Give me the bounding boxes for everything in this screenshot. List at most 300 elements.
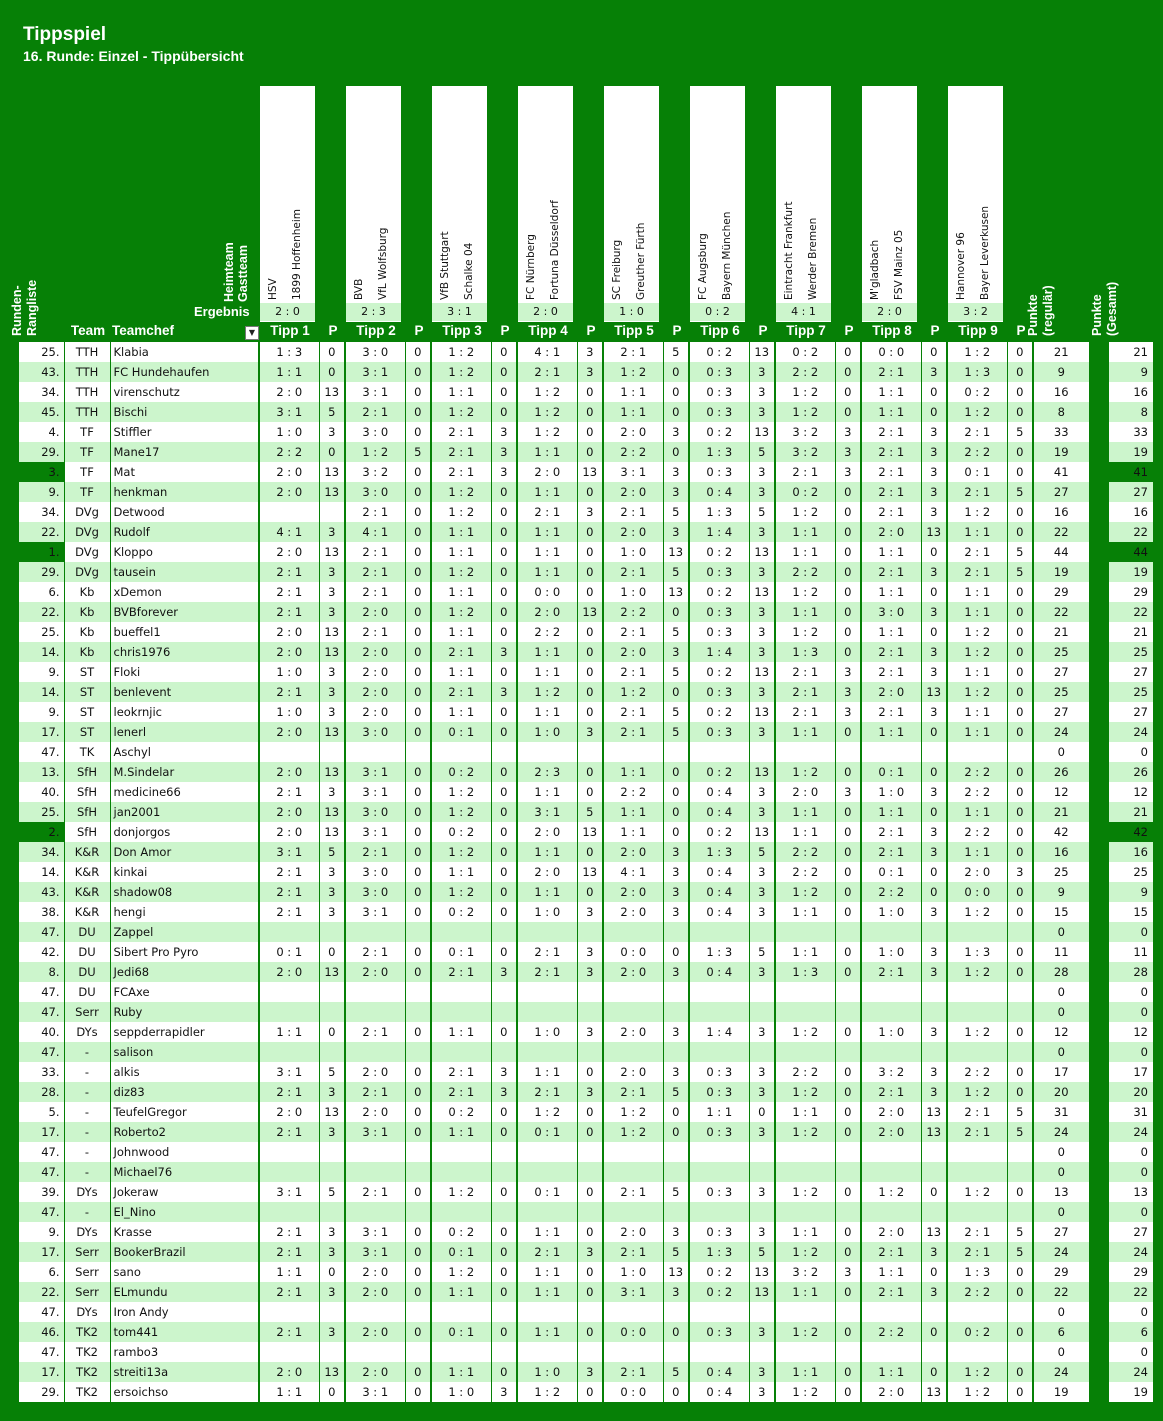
points-cell[interactable] — [749, 742, 775, 762]
points-cell[interactable]: 3 — [749, 1362, 775, 1382]
tipp-cell[interactable] — [689, 1162, 749, 1182]
tipp-cell[interactable]: 2 : 0 — [603, 422, 663, 442]
punkte-gesamt-cell[interactable]: 27 — [1109, 482, 1153, 502]
tipp-cell[interactable]: 1 : 3 — [947, 362, 1007, 382]
points-cell[interactable]: 3 — [749, 1082, 775, 1102]
points-cell[interactable]: 3 — [319, 522, 345, 542]
tipp-cell[interactable]: 2 : 0 — [603, 1062, 663, 1082]
points-cell[interactable]: 0 — [835, 1122, 861, 1142]
rank-cell[interactable]: 47. — [19, 742, 64, 762]
tipp-cell[interactable]: 2 : 1 — [775, 702, 835, 722]
punkte-regulaer-cell[interactable]: 0 — [1033, 922, 1089, 942]
teamchef-cell[interactable]: Ruby — [110, 1002, 259, 1022]
points-cell[interactable]: 3 — [921, 1282, 947, 1302]
team-cell[interactable]: ST — [64, 722, 110, 742]
points-cell[interactable]: 0 — [835, 642, 861, 662]
points-cell[interactable]: 3 — [577, 962, 603, 982]
tipp-cell[interactable] — [861, 1042, 921, 1062]
points-cell[interactable] — [921, 1202, 947, 1222]
tipp-cell[interactable] — [689, 1302, 749, 1322]
points-cell[interactable]: 13 — [749, 702, 775, 722]
tipp-cell[interactable]: 2 : 0 — [259, 482, 319, 502]
tipp-cell[interactable]: 2 : 0 — [259, 962, 319, 982]
points-cell[interactable]: 0 — [491, 1282, 517, 1302]
points-cell[interactable]: 0 — [835, 862, 861, 882]
team-cell[interactable]: TTH — [64, 402, 110, 422]
tipp-cell[interactable]: 2 : 0 — [603, 1022, 663, 1042]
rank-cell[interactable]: 5. — [19, 1102, 64, 1122]
punkte-regulaer-cell[interactable]: 25 — [1033, 642, 1089, 662]
punkte-gesamt-cell[interactable]: 19 — [1109, 1382, 1153, 1402]
tipp-cell[interactable]: 1 : 2 — [431, 602, 491, 622]
points-cell[interactable]: 0 — [835, 1362, 861, 1382]
tipp-cell[interactable]: 1 : 2 — [775, 1382, 835, 1402]
punkte-gesamt-cell[interactable]: 6 — [1109, 1322, 1153, 1342]
tipp-cell[interactable] — [431, 1302, 491, 1322]
points-cell[interactable]: 0 — [405, 422, 431, 442]
points-cell[interactable]: 0 — [405, 602, 431, 622]
tipp-cell[interactable]: 3 : 1 — [345, 822, 405, 842]
points-cell[interactable]: 0 — [405, 682, 431, 702]
tipp-cell[interactable]: 1 : 0 — [861, 902, 921, 922]
teamchef-cell[interactable]: diz83 — [110, 1082, 259, 1102]
points-cell[interactable]: 5 — [663, 1362, 689, 1382]
points-cell[interactable]: 0 — [491, 862, 517, 882]
points-cell[interactable]: 0 — [577, 1322, 603, 1342]
tipp-cell[interactable] — [689, 1042, 749, 1062]
points-cell[interactable]: 0 — [491, 722, 517, 742]
tipp-cell[interactable]: 2 : 1 — [345, 402, 405, 422]
tipp-cell[interactable]: 2 : 1 — [775, 662, 835, 682]
teamchef-cell[interactable]: virenschutz — [110, 382, 259, 402]
points-cell[interactable] — [491, 1302, 517, 1322]
tipp-cell[interactable]: 0 : 1 — [431, 722, 491, 742]
tipp-cell[interactable]: 1 : 0 — [603, 542, 663, 562]
tipp-cell[interactable]: 2 : 3 — [517, 762, 577, 782]
tipp-cell[interactable]: 1 : 2 — [775, 622, 835, 642]
tipp-cell[interactable]: 1 : 1 — [603, 802, 663, 822]
rank-cell[interactable]: 40. — [19, 1022, 64, 1042]
points-cell[interactable]: 0 — [921, 862, 947, 882]
punkte-gesamt-cell[interactable]: 41 — [1109, 462, 1153, 482]
points-cell[interactable]: 5 — [319, 842, 345, 862]
tipp-cell[interactable] — [517, 1162, 577, 1182]
tipp-cell[interactable]: 2 : 0 — [345, 1322, 405, 1342]
rank-cell[interactable]: 9. — [19, 482, 64, 502]
teamchef-cell[interactable]: Johnwood — [110, 1142, 259, 1162]
points-cell[interactable]: 3 — [577, 1082, 603, 1102]
points-cell[interactable]: 0 — [1007, 1062, 1033, 1082]
points-cell[interactable]: 5 — [749, 502, 775, 522]
points-cell[interactable]: 0 — [491, 402, 517, 422]
points-cell[interactable]: 3 — [319, 602, 345, 622]
team-cell[interactable]: DU — [64, 962, 110, 982]
filter-dropdown-button[interactable]: ▼ — [245, 326, 259, 340]
points-cell[interactable]: 0 — [491, 522, 517, 542]
tipp-cell[interactable]: 3 : 1 — [517, 802, 577, 822]
points-cell[interactable] — [921, 1142, 947, 1162]
tipp-cell[interactable]: 4 : 1 — [517, 342, 577, 362]
tipp-cell[interactable]: 1 : 2 — [947, 1362, 1007, 1382]
points-cell[interactable] — [663, 742, 689, 762]
tipp-cell[interactable]: 2 : 2 — [603, 782, 663, 802]
tipp-cell[interactable] — [603, 1162, 663, 1182]
points-cell[interactable]: 0 — [405, 1362, 431, 1382]
tipp-cell[interactable]: 2 : 0 — [861, 1122, 921, 1142]
tipp-cell[interactable]: 1 : 1 — [431, 1362, 491, 1382]
points-cell[interactable]: 0 — [835, 802, 861, 822]
tipp-cell[interactable]: 0 : 4 — [689, 882, 749, 902]
points-cell[interactable]: 0 — [405, 822, 431, 842]
tipp-cell[interactable]: 2 : 0 — [517, 602, 577, 622]
tipp-cell[interactable]: 2 : 0 — [259, 462, 319, 482]
points-cell[interactable]: 0 — [491, 382, 517, 402]
rank-cell[interactable]: 47. — [19, 1302, 64, 1322]
points-cell[interactable]: 13 — [577, 822, 603, 842]
points-cell[interactable]: 13 — [921, 682, 947, 702]
tipp-cell[interactable]: 1 : 1 — [775, 942, 835, 962]
points-cell[interactable]: 3 — [749, 1322, 775, 1342]
tipp-cell[interactable] — [947, 1202, 1007, 1222]
tipp-cell[interactable]: 2 : 0 — [861, 682, 921, 702]
points-cell[interactable]: 0 — [835, 1282, 861, 1302]
tipp-cell[interactable]: 2 : 2 — [947, 1282, 1007, 1302]
tipp-cell[interactable]: 1 : 1 — [775, 602, 835, 622]
points-cell[interactable]: 0 — [405, 662, 431, 682]
tipp-cell[interactable]: 2 : 1 — [947, 1222, 1007, 1242]
team-cell[interactable]: Kb — [64, 642, 110, 662]
points-cell[interactable]: 3 — [749, 1222, 775, 1242]
tipp-cell[interactable]: 1 : 1 — [517, 1062, 577, 1082]
tipp-cell[interactable]: 0 : 3 — [689, 362, 749, 382]
tipp-cell[interactable]: 1 : 1 — [431, 582, 491, 602]
points-cell[interactable]: 0 — [1007, 802, 1033, 822]
tipp-cell[interactable] — [431, 982, 491, 1002]
tipp-cell[interactable] — [775, 1302, 835, 1322]
points-cell[interactable]: 0 — [491, 622, 517, 642]
points-cell[interactable]: 3 — [921, 422, 947, 442]
points-cell[interactable]: 3 — [921, 902, 947, 922]
rank-cell[interactable]: 17. — [19, 1122, 64, 1142]
rank-cell[interactable]: 17. — [19, 1362, 64, 1382]
tipp-cell[interactable] — [775, 982, 835, 1002]
team-cell[interactable]: TF — [64, 482, 110, 502]
points-cell[interactable]: 0 — [577, 442, 603, 462]
points-cell[interactable]: 0 — [491, 882, 517, 902]
points-cell[interactable]: 3 — [577, 942, 603, 962]
points-cell[interactable] — [1007, 982, 1033, 1002]
tipp-cell[interactable]: 1 : 1 — [431, 702, 491, 722]
points-cell[interactable]: 3 — [577, 502, 603, 522]
punkte-regulaer-cell[interactable]: 41 — [1033, 462, 1089, 482]
tipp-cell[interactable]: 1 : 1 — [517, 442, 577, 462]
points-cell[interactable]: 0 — [577, 782, 603, 802]
tipp-cell[interactable]: 1 : 1 — [431, 1022, 491, 1042]
tipp-cell[interactable]: 2 : 2 — [947, 762, 1007, 782]
tipp-cell[interactable] — [775, 1202, 835, 1222]
tipp-cell[interactable] — [775, 1342, 835, 1362]
points-cell[interactable] — [577, 982, 603, 1002]
points-cell[interactable]: 3 — [835, 442, 861, 462]
points-cell[interactable]: 0 — [1007, 1282, 1033, 1302]
tipp-cell[interactable]: 1 : 2 — [431, 1182, 491, 1202]
tipp-cell[interactable]: 1 : 1 — [603, 382, 663, 402]
tipp-cell[interactable]: 2 : 1 — [947, 1122, 1007, 1142]
team-cell[interactable]: TF — [64, 442, 110, 462]
punkte-gesamt-cell[interactable]: 0 — [1109, 922, 1153, 942]
teamchef-cell[interactable]: xDemon — [110, 582, 259, 602]
points-cell[interactable]: 0 — [405, 862, 431, 882]
points-cell[interactable] — [749, 1302, 775, 1322]
points-cell[interactable]: 3 — [921, 642, 947, 662]
tipp-cell[interactable]: 0 : 2 — [689, 342, 749, 362]
tipp-cell[interactable] — [947, 1162, 1007, 1182]
rank-cell[interactable]: 29. — [19, 442, 64, 462]
points-cell[interactable]: 5 — [1007, 422, 1033, 442]
team-cell[interactable]: - — [64, 1202, 110, 1222]
tipp-cell[interactable]: 1 : 2 — [431, 342, 491, 362]
tipp-cell[interactable]: 3 : 1 — [345, 1222, 405, 1242]
tipp-cell[interactable]: 1 : 3 — [947, 942, 1007, 962]
tipp-cell[interactable]: 3 : 1 — [259, 842, 319, 862]
tipp-cell[interactable]: 1 : 1 — [861, 722, 921, 742]
punkte-regulaer-cell[interactable]: 19 — [1033, 442, 1089, 462]
points-cell[interactable]: 0 — [835, 842, 861, 862]
tipp-cell[interactable]: 2 : 2 — [947, 822, 1007, 842]
tipp-cell[interactable]: 0 : 2 — [431, 1222, 491, 1242]
points-cell[interactable]: 13 — [319, 962, 345, 982]
tipp-cell[interactable]: 0 : 1 — [259, 942, 319, 962]
points-cell[interactable]: 0 — [1007, 942, 1033, 962]
points-cell[interactable]: 3 — [491, 1382, 517, 1402]
points-cell[interactable]: 0 — [835, 1022, 861, 1042]
tipp-cell[interactable]: 2 : 2 — [603, 442, 663, 462]
points-cell[interactable]: 0 — [1007, 882, 1033, 902]
points-cell[interactable]: 3 — [663, 642, 689, 662]
punkte-gesamt-cell[interactable]: 0 — [1109, 1042, 1153, 1062]
tipp-cell[interactable]: 2 : 2 — [775, 862, 835, 882]
points-cell[interactable]: 13 — [577, 862, 603, 882]
tipp-cell[interactable]: 2 : 1 — [345, 942, 405, 962]
points-cell[interactable]: 3 — [319, 1322, 345, 1342]
tipp-cell[interactable]: 1 : 2 — [431, 402, 491, 422]
tipp-cell[interactable]: 3 : 0 — [345, 482, 405, 502]
tipp-cell[interactable]: 2 : 0 — [345, 1362, 405, 1382]
points-cell[interactable]: 0 — [835, 522, 861, 542]
tipp-cell[interactable]: 1 : 0 — [861, 942, 921, 962]
points-cell[interactable] — [835, 982, 861, 1002]
points-cell[interactable]: 3 — [319, 702, 345, 722]
tipp-cell[interactable]: 2 : 0 — [259, 622, 319, 642]
points-cell[interactable]: 3 — [663, 902, 689, 922]
tipp-cell[interactable]: 2 : 2 — [861, 1322, 921, 1342]
tipp-cell[interactable]: 1 : 1 — [775, 1102, 835, 1122]
tipp-cell[interactable]: 1 : 0 — [517, 722, 577, 742]
rank-cell[interactable]: 17. — [19, 722, 64, 742]
points-cell[interactable] — [405, 742, 431, 762]
points-cell[interactable]: 0 — [835, 942, 861, 962]
points-cell[interactable]: 0 — [491, 1222, 517, 1242]
tipp-cell[interactable]: 0 : 0 — [517, 582, 577, 602]
tipp-cell[interactable]: 3 : 0 — [345, 422, 405, 442]
tipp-cell[interactable]: 1 : 1 — [775, 802, 835, 822]
tipp-cell[interactable]: 1 : 2 — [517, 402, 577, 422]
punkte-regulaer-cell[interactable]: 44 — [1033, 542, 1089, 562]
points-cell[interactable]: 0 — [405, 522, 431, 542]
tipp-cell[interactable]: 2 : 1 — [517, 1082, 577, 1102]
points-cell[interactable] — [1007, 1002, 1033, 1022]
tipp-cell[interactable]: 2 : 1 — [431, 682, 491, 702]
points-cell[interactable]: 0 — [319, 1262, 345, 1282]
tipp-cell[interactable]: 2 : 1 — [861, 1282, 921, 1302]
points-cell[interactable]: 0 — [491, 1182, 517, 1202]
team-cell[interactable]: TTH — [64, 342, 110, 362]
tipp-cell[interactable]: 1 : 2 — [431, 362, 491, 382]
points-cell[interactable]: 0 — [1007, 642, 1033, 662]
tipp-cell[interactable]: 2 : 1 — [259, 882, 319, 902]
tipp-cell[interactable]: 2 : 1 — [431, 1062, 491, 1082]
tipp-cell[interactable]: 2 : 1 — [947, 482, 1007, 502]
points-cell[interactable] — [835, 742, 861, 762]
points-cell[interactable]: 0 — [749, 1102, 775, 1122]
tipp-cell[interactable]: 1 : 1 — [861, 622, 921, 642]
tipp-cell[interactable]: 1 : 2 — [431, 562, 491, 582]
teamchef-cell[interactable]: tom441 — [110, 1322, 259, 1342]
tipp-cell[interactable]: 1 : 2 — [603, 362, 663, 382]
points-cell[interactable]: 0 — [405, 1242, 431, 1262]
teamchef-cell[interactable]: donjorgos — [110, 822, 259, 842]
punkte-gesamt-cell[interactable]: 27 — [1109, 662, 1153, 682]
points-cell[interactable] — [663, 1042, 689, 1062]
rank-cell[interactable]: 28. — [19, 1082, 64, 1102]
punkte-regulaer-cell[interactable]: 13 — [1033, 1182, 1089, 1202]
teamchef-cell[interactable]: Don Amor — [110, 842, 259, 862]
tipp-cell[interactable]: 2 : 1 — [431, 442, 491, 462]
points-cell[interactable]: 0 — [577, 1182, 603, 1202]
points-cell[interactable]: 3 — [1007, 862, 1033, 882]
tipp-cell[interactable]: 3 : 2 — [861, 1062, 921, 1082]
team-cell[interactable]: Serr — [64, 1262, 110, 1282]
team-cell[interactable]: Kb — [64, 582, 110, 602]
tipp-cell[interactable]: 2 : 2 — [947, 1062, 1007, 1082]
punkte-gesamt-cell[interactable]: 19 — [1109, 442, 1153, 462]
tipp-cell[interactable]: 1 : 2 — [775, 1022, 835, 1042]
tipp-cell[interactable]: 1 : 1 — [431, 522, 491, 542]
tipp-cell[interactable]: 1 : 0 — [431, 1382, 491, 1402]
tipp-cell[interactable]: 1 : 2 — [431, 502, 491, 522]
points-cell[interactable]: 0 — [405, 1062, 431, 1082]
tipp-cell[interactable]: 2 : 1 — [345, 582, 405, 602]
tipp-cell[interactable]: 2 : 1 — [603, 722, 663, 742]
teamchef-cell[interactable]: Krasse — [110, 1222, 259, 1242]
tipp-cell[interactable]: 2 : 0 — [345, 1262, 405, 1282]
points-cell[interactable] — [835, 1002, 861, 1022]
points-cell[interactable]: 3 — [319, 422, 345, 442]
points-cell[interactable] — [749, 1142, 775, 1162]
points-cell[interactable]: 0 — [663, 782, 689, 802]
tipp-cell[interactable]: 0 : 4 — [689, 1382, 749, 1402]
punkte-regulaer-cell[interactable]: 0 — [1033, 982, 1089, 1002]
points-cell[interactable]: 5 — [663, 502, 689, 522]
tipp-cell[interactable] — [345, 1302, 405, 1322]
points-cell[interactable]: 0 — [921, 802, 947, 822]
tipp-cell[interactable]: 0 : 2 — [775, 482, 835, 502]
points-cell[interactable]: 3 — [319, 1082, 345, 1102]
punkte-gesamt-cell[interactable]: 29 — [1109, 582, 1153, 602]
points-cell[interactable] — [405, 1142, 431, 1162]
tipp-cell[interactable] — [689, 982, 749, 1002]
tipp-cell[interactable] — [603, 742, 663, 762]
tipp-cell[interactable] — [689, 1142, 749, 1162]
tipp-cell[interactable]: 1 : 1 — [947, 702, 1007, 722]
points-cell[interactable]: 0 — [319, 442, 345, 462]
tipp-cell[interactable]: 2 : 0 — [603, 882, 663, 902]
tipp-cell[interactable]: 2 : 1 — [259, 1322, 319, 1342]
points-cell[interactable]: 0 — [577, 762, 603, 782]
points-cell[interactable]: 0 — [835, 1242, 861, 1262]
tipp-cell[interactable]: 3 : 1 — [345, 382, 405, 402]
tipp-cell[interactable]: 1 : 1 — [947, 522, 1007, 542]
tipp-cell[interactable]: 3 : 1 — [345, 1242, 405, 1262]
points-cell[interactable]: 3 — [749, 1382, 775, 1402]
tipp-cell[interactable]: 2 : 1 — [603, 502, 663, 522]
tipp-cell[interactable]: 1 : 2 — [947, 1082, 1007, 1102]
rank-cell[interactable]: 34. — [19, 502, 64, 522]
tipp-cell[interactable] — [775, 742, 835, 762]
tipp-cell[interactable]: 1 : 3 — [689, 842, 749, 862]
punkte-gesamt-cell[interactable]: 22 — [1109, 602, 1153, 622]
tipp-cell[interactable]: 1 : 2 — [947, 682, 1007, 702]
tipp-cell[interactable]: 1 : 0 — [259, 662, 319, 682]
tipp-cell[interactable]: 1 : 2 — [947, 502, 1007, 522]
points-cell[interactable] — [663, 1342, 689, 1362]
points-cell[interactable]: 0 — [835, 1322, 861, 1342]
points-cell[interactable]: 5 — [405, 442, 431, 462]
rank-cell[interactable]: 4. — [19, 422, 64, 442]
tipp-cell[interactable]: 3 : 1 — [259, 1062, 319, 1082]
points-cell[interactable] — [663, 1202, 689, 1222]
tipp-cell[interactable]: 1 : 2 — [947, 342, 1007, 362]
punkte-gesamt-cell[interactable]: 0 — [1109, 1202, 1153, 1222]
tipp-cell[interactable]: 2 : 0 — [259, 382, 319, 402]
tipp-cell[interactable] — [689, 1342, 749, 1362]
points-cell[interactable]: 3 — [663, 1282, 689, 1302]
tipp-cell[interactable]: 1 : 2 — [947, 1022, 1007, 1042]
tipp-cell[interactable]: 1 : 2 — [775, 1242, 835, 1262]
team-cell[interactable]: Kb — [64, 622, 110, 642]
points-cell[interactable]: 0 — [491, 1122, 517, 1142]
points-cell[interactable]: 13 — [319, 802, 345, 822]
tipp-cell[interactable] — [689, 742, 749, 762]
tipp-cell[interactable]: 2 : 1 — [861, 1082, 921, 1102]
points-cell[interactable]: 13 — [749, 762, 775, 782]
tipp-cell[interactable]: 2 : 1 — [517, 942, 577, 962]
points-cell[interactable]: 0 — [835, 482, 861, 502]
teamchef-cell[interactable]: chris1976 — [110, 642, 259, 662]
tipp-cell[interactable]: 1 : 1 — [775, 902, 835, 922]
tipp-cell[interactable]: 3 : 2 — [775, 1262, 835, 1282]
tipp-cell[interactable] — [431, 1142, 491, 1162]
points-cell[interactable]: 0 — [663, 1322, 689, 1342]
points-cell[interactable]: 0 — [577, 562, 603, 582]
points-cell[interactable]: 5 — [663, 342, 689, 362]
tipp-cell[interactable]: 2 : 1 — [517, 362, 577, 382]
points-cell[interactable] — [749, 1162, 775, 1182]
points-cell[interactable]: 5 — [1007, 542, 1033, 562]
tipp-cell[interactable]: 0 : 3 — [689, 1322, 749, 1342]
tipp-cell[interactable]: 1 : 1 — [775, 1362, 835, 1382]
points-cell[interactable] — [319, 502, 345, 522]
